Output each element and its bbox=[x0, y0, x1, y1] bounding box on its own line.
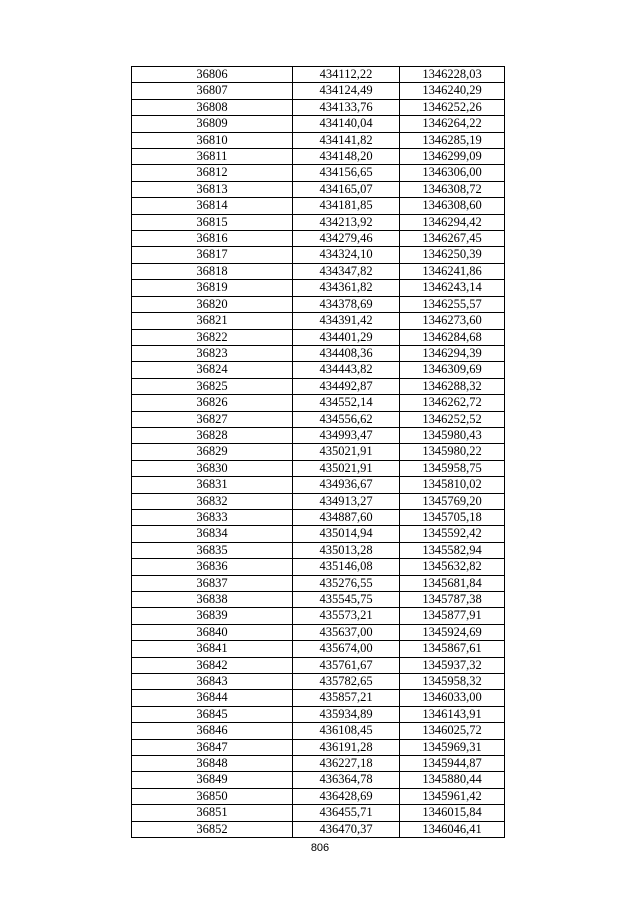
y-coordinate-cell: 1345632,82 bbox=[400, 559, 505, 575]
x-coordinate-cell: 435934,89 bbox=[293, 706, 400, 722]
x-coordinate-cell: 434324,10 bbox=[293, 247, 400, 263]
x-coordinate-cell: 434133,76 bbox=[293, 99, 400, 115]
point-number-cell: 36833 bbox=[132, 509, 293, 525]
table-row bbox=[132, 739, 505, 755]
x-coordinate-cell: 434391,42 bbox=[293, 313, 400, 329]
x-coordinate-cell: 435021,91 bbox=[293, 444, 400, 460]
point-number-cell: 36841 bbox=[132, 641, 293, 657]
point-number-cell: 36827 bbox=[132, 411, 293, 427]
y-coordinate-cell: 1345980,22 bbox=[400, 444, 505, 460]
x-coordinate-cell: 434552,14 bbox=[293, 395, 400, 411]
y-coordinate-cell: 1345969,31 bbox=[400, 739, 505, 755]
x-coordinate-cell: 436455,71 bbox=[293, 805, 400, 821]
x-coordinate-cell: 434156,65 bbox=[293, 165, 400, 181]
table-row bbox=[132, 723, 505, 739]
table-row bbox=[132, 247, 505, 263]
y-coordinate-cell: 1346285,19 bbox=[400, 132, 505, 148]
point-number-cell: 36835 bbox=[132, 542, 293, 558]
table-row bbox=[132, 444, 505, 460]
x-coordinate-cell: 435637,00 bbox=[293, 624, 400, 640]
point-number-cell: 36852 bbox=[132, 821, 293, 837]
table-row bbox=[132, 542, 505, 558]
x-coordinate-cell: 435276,55 bbox=[293, 575, 400, 591]
table-row bbox=[132, 329, 505, 345]
point-number-cell: 36847 bbox=[132, 739, 293, 755]
table-row bbox=[132, 231, 505, 247]
point-number-cell: 36850 bbox=[132, 788, 293, 804]
x-coordinate-cell: 434993,47 bbox=[293, 427, 400, 443]
table-row bbox=[132, 411, 505, 427]
table-row bbox=[132, 149, 505, 165]
x-coordinate-cell: 434124,49 bbox=[293, 83, 400, 99]
table-row bbox=[132, 460, 505, 476]
y-coordinate-cell: 1346240,29 bbox=[400, 83, 505, 99]
table-row bbox=[132, 509, 505, 525]
y-coordinate-cell: 1346299,09 bbox=[400, 149, 505, 165]
x-coordinate-cell: 435014,94 bbox=[293, 526, 400, 542]
y-coordinate-cell: 1346241,86 bbox=[400, 263, 505, 279]
point-number-cell: 36824 bbox=[132, 362, 293, 378]
x-coordinate-cell: 434936,67 bbox=[293, 477, 400, 493]
x-coordinate-cell: 435573,21 bbox=[293, 608, 400, 624]
table-row bbox=[132, 198, 505, 214]
x-coordinate-cell: 434141,82 bbox=[293, 132, 400, 148]
x-coordinate-cell: 436428,69 bbox=[293, 788, 400, 804]
point-number-cell: 36812 bbox=[132, 165, 293, 181]
y-coordinate-cell: 1346143,91 bbox=[400, 706, 505, 722]
x-coordinate-cell: 434378,69 bbox=[293, 296, 400, 312]
table-row bbox=[132, 690, 505, 706]
y-coordinate-cell: 1346015,84 bbox=[400, 805, 505, 821]
table-row bbox=[132, 427, 505, 443]
page-number: 806 bbox=[310, 842, 330, 854]
table-row bbox=[132, 821, 505, 837]
y-coordinate-cell: 1345961,42 bbox=[400, 788, 505, 804]
table-row bbox=[132, 624, 505, 640]
y-coordinate-cell: 1345880,44 bbox=[400, 772, 505, 788]
y-coordinate-cell: 1346252,26 bbox=[400, 99, 505, 115]
y-coordinate-cell: 1346025,72 bbox=[400, 723, 505, 739]
point-number-cell: 36848 bbox=[132, 756, 293, 772]
point-number-cell: 36808 bbox=[132, 99, 293, 115]
x-coordinate-cell: 434361,82 bbox=[293, 280, 400, 296]
table-row bbox=[132, 362, 505, 378]
x-coordinate-cell: 434279,46 bbox=[293, 231, 400, 247]
y-coordinate-cell: 1346294,39 bbox=[400, 345, 505, 361]
point-number-cell: 36830 bbox=[132, 460, 293, 476]
x-coordinate-cell: 436364,78 bbox=[293, 772, 400, 788]
table-row bbox=[132, 575, 505, 591]
y-coordinate-cell: 1345867,61 bbox=[400, 641, 505, 657]
x-coordinate-cell: 434408,36 bbox=[293, 345, 400, 361]
y-coordinate-cell: 1346267,45 bbox=[400, 231, 505, 247]
y-coordinate-cell: 1346308,72 bbox=[400, 181, 505, 197]
coordinates-table bbox=[131, 66, 505, 838]
x-coordinate-cell: 435021,91 bbox=[293, 460, 400, 476]
x-coordinate-cell: 434181,85 bbox=[293, 198, 400, 214]
x-coordinate-cell: 435674,00 bbox=[293, 641, 400, 657]
y-coordinate-cell: 1345769,20 bbox=[400, 493, 505, 509]
table-row bbox=[132, 756, 505, 772]
table-row bbox=[132, 674, 505, 690]
x-coordinate-cell: 435013,28 bbox=[293, 542, 400, 558]
point-number-cell: 36843 bbox=[132, 674, 293, 690]
x-coordinate-cell: 434401,29 bbox=[293, 329, 400, 345]
point-number-cell: 36814 bbox=[132, 198, 293, 214]
x-coordinate-cell: 435782,65 bbox=[293, 674, 400, 690]
table-row bbox=[132, 395, 505, 411]
x-coordinate-cell: 434148,20 bbox=[293, 149, 400, 165]
x-coordinate-cell: 436191,28 bbox=[293, 739, 400, 755]
y-coordinate-cell: 1345937,32 bbox=[400, 657, 505, 673]
table-row bbox=[132, 296, 505, 312]
table-row bbox=[132, 345, 505, 361]
point-number-cell: 36807 bbox=[132, 83, 293, 99]
table-row bbox=[132, 657, 505, 673]
point-number-cell: 36839 bbox=[132, 608, 293, 624]
y-coordinate-cell: 1346308,60 bbox=[400, 198, 505, 214]
x-coordinate-cell: 434165,07 bbox=[293, 181, 400, 197]
point-number-cell: 36809 bbox=[132, 116, 293, 132]
point-number-cell: 36851 bbox=[132, 805, 293, 821]
y-coordinate-cell: 1345980,43 bbox=[400, 427, 505, 443]
point-number-cell: 36844 bbox=[132, 690, 293, 706]
point-number-cell: 36815 bbox=[132, 214, 293, 230]
point-number-cell: 36846 bbox=[132, 723, 293, 739]
y-coordinate-cell: 1346252,52 bbox=[400, 411, 505, 427]
table-row bbox=[132, 83, 505, 99]
table-row bbox=[132, 559, 505, 575]
table-row bbox=[132, 280, 505, 296]
coordinates-table-body bbox=[132, 67, 505, 838]
y-coordinate-cell: 1345787,38 bbox=[400, 592, 505, 608]
y-coordinate-cell: 1345924,69 bbox=[400, 624, 505, 640]
point-number-cell: 36823 bbox=[132, 345, 293, 361]
y-coordinate-cell: 1346033,00 bbox=[400, 690, 505, 706]
table-row bbox=[132, 181, 505, 197]
y-coordinate-cell: 1346273,60 bbox=[400, 313, 505, 329]
x-coordinate-cell: 435545,75 bbox=[293, 592, 400, 608]
point-number-cell: 36810 bbox=[132, 132, 293, 148]
y-coordinate-cell: 1346288,32 bbox=[400, 378, 505, 394]
y-coordinate-cell: 1346284,68 bbox=[400, 329, 505, 345]
y-coordinate-cell: 1346262,72 bbox=[400, 395, 505, 411]
y-coordinate-cell: 1345877,91 bbox=[400, 608, 505, 624]
point-number-cell: 36820 bbox=[132, 296, 293, 312]
table-row bbox=[132, 788, 505, 804]
x-coordinate-cell: 435761,67 bbox=[293, 657, 400, 673]
y-coordinate-cell: 1346309,69 bbox=[400, 362, 505, 378]
point-number-cell: 36826 bbox=[132, 395, 293, 411]
table-row bbox=[132, 493, 505, 509]
point-number-cell: 36825 bbox=[132, 378, 293, 394]
y-coordinate-cell: 1346243,14 bbox=[400, 280, 505, 296]
y-coordinate-cell: 1346228,03 bbox=[400, 67, 505, 83]
point-number-cell: 36831 bbox=[132, 477, 293, 493]
x-coordinate-cell: 434140,04 bbox=[293, 116, 400, 132]
point-number-cell: 36829 bbox=[132, 444, 293, 460]
y-coordinate-cell: 1345592,42 bbox=[400, 526, 505, 542]
point-number-cell: 36832 bbox=[132, 493, 293, 509]
y-coordinate-cell: 1346250,39 bbox=[400, 247, 505, 263]
point-number-cell: 36817 bbox=[132, 247, 293, 263]
x-coordinate-cell: 434492,87 bbox=[293, 378, 400, 394]
point-number-cell: 36836 bbox=[132, 559, 293, 575]
x-coordinate-cell: 436470,37 bbox=[293, 821, 400, 837]
y-coordinate-cell: 1345705,18 bbox=[400, 509, 505, 525]
y-coordinate-cell: 1345958,32 bbox=[400, 674, 505, 690]
x-coordinate-cell: 434556,62 bbox=[293, 411, 400, 427]
table-row bbox=[132, 313, 505, 329]
point-number-cell: 36840 bbox=[132, 624, 293, 640]
table-row bbox=[132, 99, 505, 115]
point-number-cell: 36813 bbox=[132, 181, 293, 197]
point-number-cell: 36845 bbox=[132, 706, 293, 722]
table-row bbox=[132, 214, 505, 230]
y-coordinate-cell: 1346264,22 bbox=[400, 116, 505, 132]
x-coordinate-cell: 435146,08 bbox=[293, 559, 400, 575]
table-row bbox=[132, 706, 505, 722]
x-coordinate-cell: 434213,92 bbox=[293, 214, 400, 230]
table-row bbox=[132, 132, 505, 148]
point-number-cell: 36822 bbox=[132, 329, 293, 345]
table-row bbox=[132, 67, 505, 83]
y-coordinate-cell: 1346306,00 bbox=[400, 165, 505, 181]
point-number-cell: 36842 bbox=[132, 657, 293, 673]
x-coordinate-cell: 435857,21 bbox=[293, 690, 400, 706]
y-coordinate-cell: 1345810,02 bbox=[400, 477, 505, 493]
y-coordinate-cell: 1345681,84 bbox=[400, 575, 505, 591]
point-number-cell: 36818 bbox=[132, 263, 293, 279]
table-row bbox=[132, 772, 505, 788]
point-number-cell: 36811 bbox=[132, 149, 293, 165]
table-row bbox=[132, 263, 505, 279]
point-number-cell: 36816 bbox=[132, 231, 293, 247]
x-coordinate-cell: 434913,27 bbox=[293, 493, 400, 509]
point-number-cell: 36834 bbox=[132, 526, 293, 542]
table-row bbox=[132, 165, 505, 181]
x-coordinate-cell: 434112,22 bbox=[293, 67, 400, 83]
y-coordinate-cell: 1346294,42 bbox=[400, 214, 505, 230]
x-coordinate-cell: 436227,18 bbox=[293, 756, 400, 772]
point-number-cell: 36806 bbox=[132, 67, 293, 83]
y-coordinate-cell: 1346046,41 bbox=[400, 821, 505, 837]
x-coordinate-cell: 434443,82 bbox=[293, 362, 400, 378]
y-coordinate-cell: 1345944,87 bbox=[400, 756, 505, 772]
table-row bbox=[132, 378, 505, 394]
point-number-cell: 36828 bbox=[132, 427, 293, 443]
y-coordinate-cell: 1345582,94 bbox=[400, 542, 505, 558]
table-row bbox=[132, 592, 505, 608]
point-number-cell: 36821 bbox=[132, 313, 293, 329]
y-coordinate-cell: 1345958,75 bbox=[400, 460, 505, 476]
table-row bbox=[132, 526, 505, 542]
point-number-cell: 36838 bbox=[132, 592, 293, 608]
x-coordinate-cell: 434887,60 bbox=[293, 509, 400, 525]
point-number-cell: 36849 bbox=[132, 772, 293, 788]
y-coordinate-cell: 1346255,57 bbox=[400, 296, 505, 312]
x-coordinate-cell: 434347,82 bbox=[293, 263, 400, 279]
point-number-cell: 36837 bbox=[132, 575, 293, 591]
table-row bbox=[132, 805, 505, 821]
point-number-cell: 36819 bbox=[132, 280, 293, 296]
table-row bbox=[132, 641, 505, 657]
x-coordinate-cell: 436108,45 bbox=[293, 723, 400, 739]
table-row bbox=[132, 608, 505, 624]
table-row bbox=[132, 477, 505, 493]
table-row bbox=[132, 116, 505, 132]
